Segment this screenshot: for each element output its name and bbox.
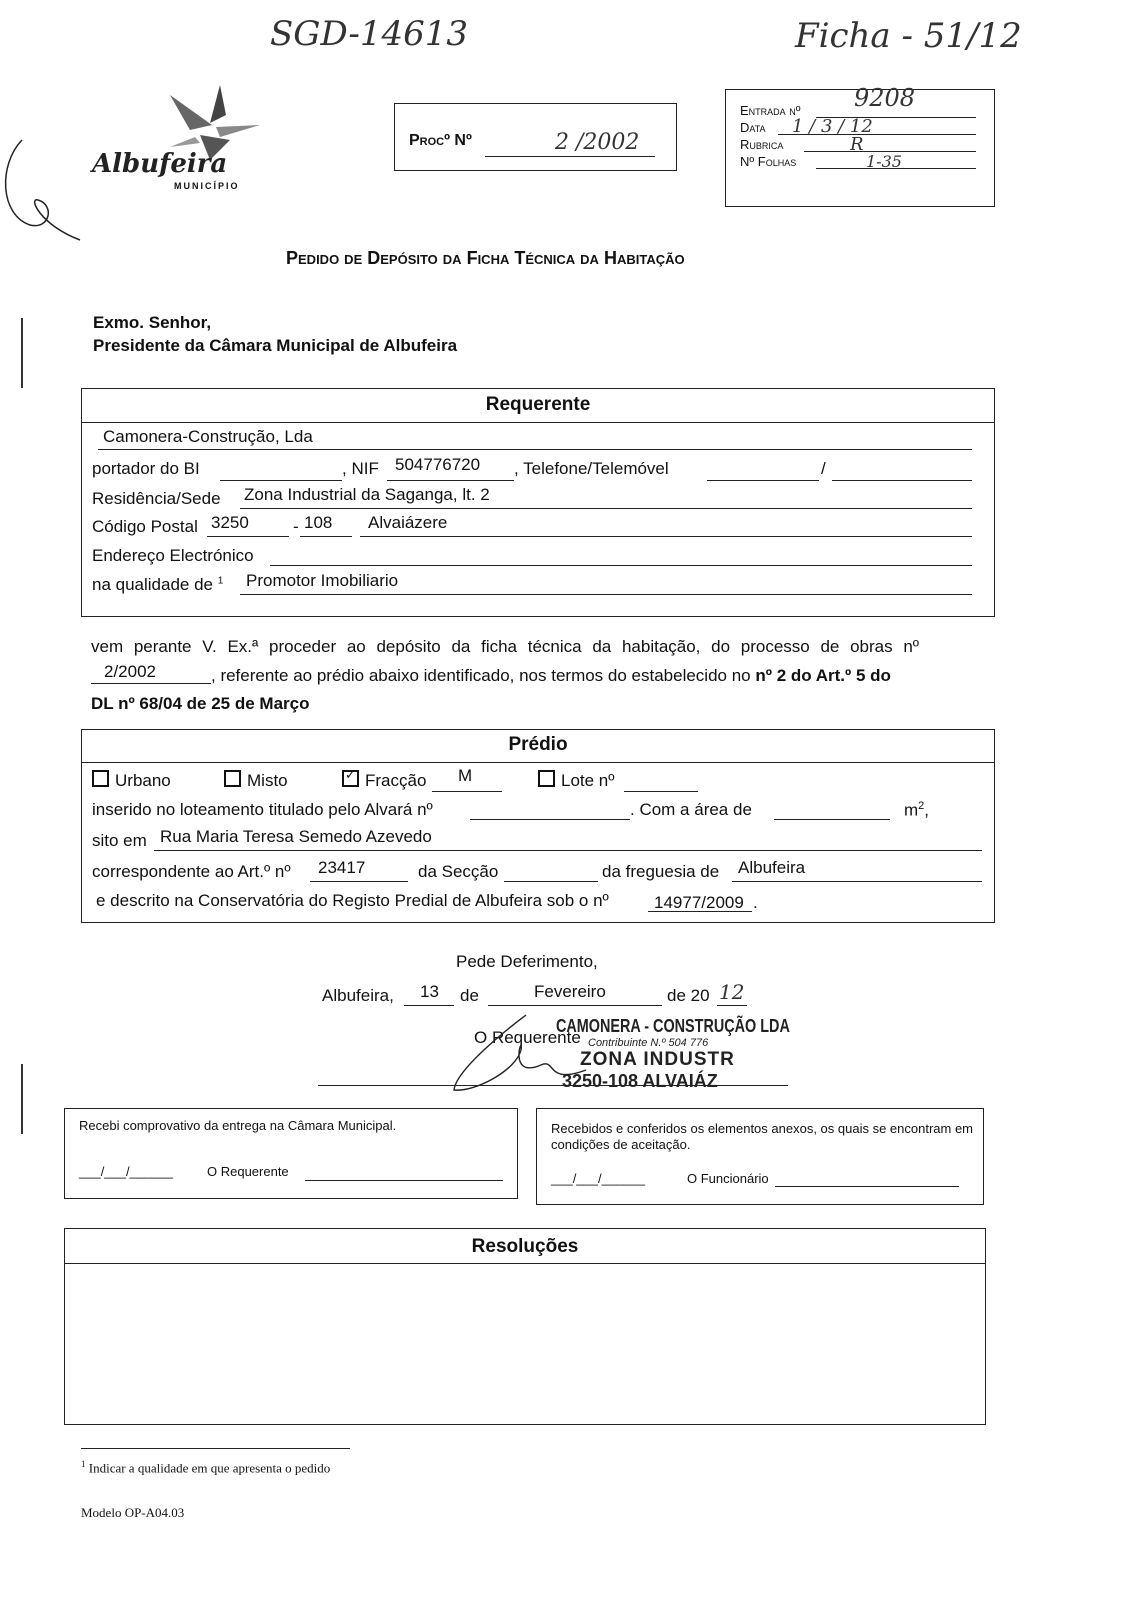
checkbox-checked-icon [342, 770, 359, 787]
deferimento-ano: 12 [719, 980, 745, 1004]
m2-sup: 2 [918, 800, 925, 812]
registo-value: 14977/2009 [654, 893, 744, 912]
predio-heading: Prédio [508, 734, 568, 755]
processo-value: 2/2002 [104, 662, 156, 681]
page-title: Pedido de Depósito da Ficha Técnica da Habitação [286, 248, 685, 268]
paragraph-line1: vem perante V. Ex.ª proceder ao depósito da ficha técnica da habitação, do processo de obras nº [91, 637, 920, 656]
stamp-line3: ZONA INDUSTR [580, 1049, 735, 1070]
m2-comma: , [924, 800, 930, 820]
paragraph-line3: DL nº 68/04 de 25 de Março [91, 694, 310, 713]
recebi-box [64, 1108, 518, 1199]
rubrica-value: R [850, 134, 864, 155]
lote-label: Lote nº [561, 771, 615, 790]
salutation-line2: Presidente da Câmara Municipal de Albufeira [93, 336, 458, 355]
fraccao-checkbox[interactable] [342, 770, 426, 791]
sito-label: sito em [92, 831, 147, 850]
folhas-label: Nº Folhas [740, 154, 797, 169]
bi-label: portador do BI [92, 459, 200, 478]
nif-label: , NIF [342, 459, 379, 478]
deferimento-mes: Fevereiro [534, 982, 606, 1001]
pede-deferimento: Pede Deferimento, [456, 952, 598, 971]
cp-sep: - [293, 517, 299, 536]
artigo-label: correspondente ao Art.º nº [92, 862, 291, 881]
checkbox-icon [538, 770, 555, 787]
entrada-box [725, 84, 995, 207]
footnote [81, 1459, 330, 1476]
misto-checkbox[interactable] [224, 770, 288, 791]
proc-label: Procº Nº [409, 132, 472, 149]
resolucoes-heading: Resoluções [471, 1236, 579, 1257]
footnote-num: 1 [81, 1459, 86, 1469]
deferimento-de1: de [460, 986, 479, 1005]
paragraph-line2 [211, 666, 891, 686]
freguesia-value: Albufeira [738, 858, 806, 877]
area-label: . Com a área de [630, 800, 752, 819]
deferimento-de2: de 20 [667, 986, 710, 1005]
requerente-box [81, 388, 995, 617]
qualidade-label [92, 575, 223, 595]
lote-checkbox[interactable] [538, 770, 614, 791]
margin-scribble [0, 135, 90, 245]
footnote-text: Indicar a qualidade em que apresenta o pedido [88, 1460, 331, 1476]
email-label: Endereço Electrónico [92, 546, 254, 565]
nif-value: 504776720 [395, 455, 481, 474]
salutation-line1: Exmo. Senhor, [93, 313, 212, 332]
descrito-label: e descrito na Conservatória do Registo Predial de Albufeira sob o nº [96, 891, 609, 910]
entrada-value: 9208 [854, 84, 916, 112]
requerente-name: Camonera-Construção, Lda [103, 427, 313, 446]
logo [92, 85, 272, 195]
data-value: 1 / 3 / 12 [792, 116, 873, 137]
data-label: Data [740, 120, 766, 135]
logo-sub: MUNICÍPIO [174, 181, 240, 191]
requerente-signature-label: O Requerente [474, 1028, 581, 1047]
tel-label: , Telefone/Telemóvel [514, 459, 669, 478]
signature [446, 1010, 626, 1100]
registo-dot: . [753, 893, 758, 912]
recebidos-date: ___/___/______ [551, 1171, 645, 1186]
qualidade-text: na qualidade de [92, 575, 214, 594]
cp-city: Alvaiázere [368, 513, 448, 532]
loteamento-label: inserido no loteamento titulado pelo Alvará nº [92, 800, 433, 819]
recebidos-text: Recebidos e conferidos os elementos anexos, os quais se encontram em condições de aceitação. [551, 1121, 974, 1152]
urbano-checkbox[interactable] [92, 770, 171, 791]
logo-name: Albufeira [92, 149, 228, 179]
paragraph-line2b: nº 2 do Art.º 5 do [755, 666, 891, 685]
stamp-line1: CAMONERA - CONSTRUÇÃO LDA [556, 1016, 790, 1036]
predio-box [81, 729, 995, 923]
proc-box [394, 103, 677, 171]
cp-value1: 3250 [211, 513, 249, 532]
cp-label: Código Postal [92, 517, 198, 536]
entrada-label: Entrada nº [740, 103, 801, 118]
m2-label [904, 800, 929, 821]
misto-label: Misto [247, 771, 288, 790]
stamp-line2: Contribuinte N.º 504 776 [588, 1037, 709, 1049]
recebidos-funcionario: O Funcionário [687, 1171, 769, 1186]
margin-mark [21, 318, 23, 388]
stamp-line4: 3250-108 ALVAIÁZ [562, 1071, 718, 1091]
modelo-code: Modelo OP-A04.03 [81, 1505, 185, 1520]
deferimento-dia: 13 [420, 982, 439, 1001]
tel-sep: / [821, 459, 826, 478]
seccao-label: da Secção [418, 862, 499, 881]
proc-value: 2 /2002 [555, 130, 640, 155]
paragraph-line2a: , referente ao prédio abaixo identificado, nos termos do estabelecido no [211, 666, 751, 685]
urbano-label: Urbano [115, 771, 171, 790]
handwritten-ficha: Ficha - 51/12 [795, 16, 1022, 56]
handwritten-code: SGD-14613 [270, 14, 468, 54]
freguesia-label: da freguesia de [602, 862, 720, 881]
recebidos-box [536, 1108, 984, 1205]
checkbox-icon [92, 770, 109, 787]
rubrica-label: Rubrica [740, 137, 784, 152]
resolucoes-box [64, 1228, 986, 1425]
sito-value: Rua Maria Teresa Semedo Azevedo [160, 827, 432, 846]
fraccao-value: M [458, 766, 473, 785]
requerente-heading: Requerente [485, 394, 591, 415]
recebi-text: Recebi comprovativo da entrega na Câmara Municipal. [79, 1118, 397, 1133]
checkbox-icon [224, 770, 241, 787]
residencia-label: Residência/Sede [92, 489, 221, 508]
recebi-date: ___/___/______ [79, 1164, 173, 1179]
qualidade-footnote-ref: 1 [217, 575, 224, 587]
qualidade-value: Promotor Imobiliario [246, 571, 399, 590]
cp-value2: 108 [304, 513, 333, 532]
folhas-value: 1-35 [866, 152, 902, 171]
artigo-value: 23417 [318, 858, 366, 877]
margin-mark [21, 1064, 23, 1134]
m2-unit: m [904, 800, 919, 820]
residencia-value: Zona Industrial da Saganga, lt. 2 [244, 485, 490, 504]
recebi-requerente: O Requerente [207, 1164, 289, 1179]
fraccao-label: Fracção [365, 771, 427, 790]
deferimento-local: Albufeira, [322, 986, 394, 1005]
